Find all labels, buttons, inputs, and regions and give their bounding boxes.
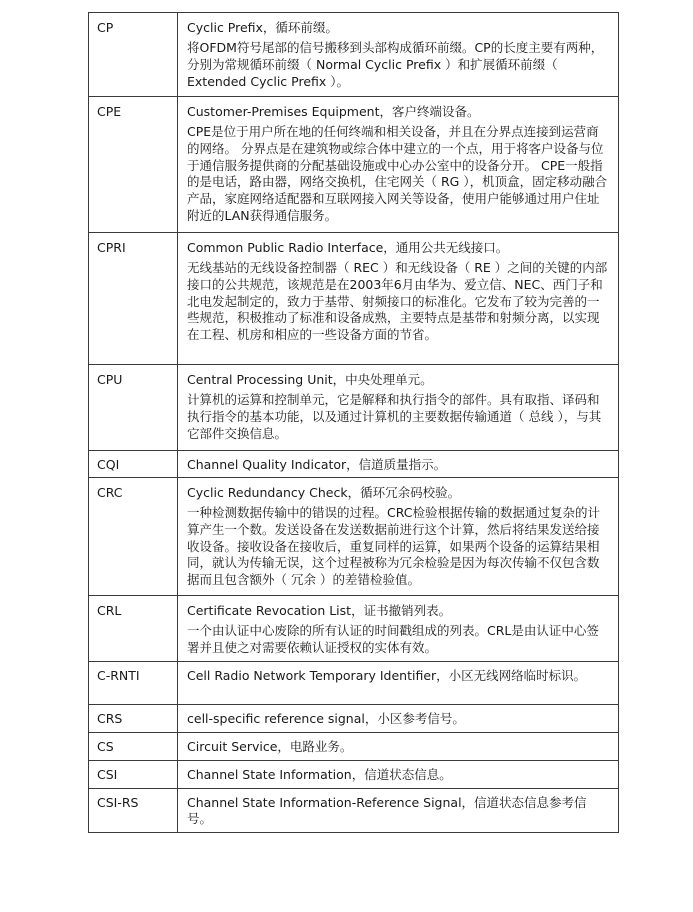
term-expansion: Channel State Information-Reference Signal，信道状态信息参考信号。 [187,795,587,826]
term-cell: CSI [89,761,178,789]
term-cell: CRS [89,705,178,733]
glossary-row-cp [89,13,619,97]
term-cell: C-RNTI [89,662,178,705]
glossary-row-cqi [89,451,619,478]
glossary-row-c-rnti [89,662,619,705]
term-description: 无线基站的无线设备控制器（ REC ）和无线设备（ RE ）之间的关键的内部接口的公共规范，该规范是在2003年6月由华为、爱立信、NEC、西门子和北电发起制定的，致力于基带、射频接口的标准化。它发布了较为完善的一些规范，积极推动了标准和设备成熟，主要特点是基带和射频分离，以实现在工程、机房和相应的一些设备方面的节省。 [187,260,608,343]
definition-cell [178,451,619,478]
glossary-row-csi [89,761,619,789]
glossary-table [88,12,619,833]
term-expansion: Central Processing Unit，中央处理单元。 [187,372,433,387]
glossary-row-csi-rs [89,789,619,833]
glossary-row-crs [89,705,619,733]
term-cell: CRL [89,596,178,662]
definition-cell [178,478,619,596]
definition-cell [178,662,619,705]
term-cell: CPU [89,365,178,451]
definition-cell [178,789,619,833]
term-expansion: Cell Radio Network Temporary Identifier，小区无线网络临时标识。 [187,668,587,683]
term-expansion: Common Public Radio Interface，通用公共无线接口。 [187,240,509,255]
term-expansion: Certificate Revocation List，证书撤销列表。 [187,603,452,618]
term-expansion: Customer-Premises Equipment，客户终端设备。 [187,104,480,119]
term-cell: CS [89,733,178,761]
term-cell: CPRI [89,233,178,365]
glossary-row-cs [89,733,619,761]
definition-cell [178,705,619,733]
glossary-row-cpe [89,97,619,233]
term-cell: CQI [89,451,178,478]
term-cell: CRC [89,478,178,596]
term-expansion: Cyclic Prefix，循环前缀。 [187,20,338,35]
term-expansion: Channel Quality Indicator，信道质量指示。 [187,457,447,472]
term-expansion: Circuit Service，电路业务。 [187,739,353,754]
term-expansion: cell-specific reference signal，小区参考信号。 [187,711,465,726]
term-cell: CP [89,13,178,97]
term-description: 一种检测数据传输中的错误的过程。CRC检验根据传输的数据通过复杂的计算产生一个数。发送设备在发送数据前进行这个计算，然后将结果发送给接收设备。接收设备在接收后，重复同样的运算，如果两个设备的运算结果相同，就认为传输无误，这个过程被称为冗余检验是因为每次传输不仅包含数据而且包含额外（ 冗余 ）的差错检验值。 [187,505,601,588]
term-description: 计算机的运算和控制单元，它是解释和执行指令的部件。具有取指、译码和执行指令的基本功能，以及通过计算机的主要数据传输通道（ 总线 ），与其它部件交换信息。 [187,392,602,441]
term-description: 一个由认证中心废除的所有认证的时间戳组成的列表。CRL是由认证中心签署并且使之对需要依赖认证授权的实体有效。 [187,623,599,655]
term-description: 将OFDM符号尾部的信号搬移到头部构成循环前缀。CP的长度主要有两种，分别为常规循环前缀（ Normal Cyclic Prefix ）和扩展循环前缀（ Extended Cyclic Prefix ）。 [187,40,604,89]
definition-cell [178,13,619,97]
glossary-row-crc [89,478,619,596]
term-cell: CSI-RS [89,789,178,833]
term-cell: CPE [89,97,178,233]
definition-cell [178,97,619,233]
term-expansion: Channel State Information，信道状态信息。 [187,767,452,782]
term-expansion: Cyclic Redundancy Check，循环冗余码校验。 [187,485,461,500]
glossary-row-cpri [89,233,619,365]
definition-cell [178,761,619,789]
glossary-row-cpu [89,365,619,451]
definition-cell [178,733,619,761]
definition-cell [178,365,619,451]
glossary-row-crl [89,596,619,662]
definition-cell [178,233,619,365]
term-description: CPE是位于用户所在地的任何终端和相关设备，并且在分界点连接到运营商的网络。 分界点是在建筑物或综合体中建立的一个点，用于将客户设备与位于通信服务提供商的分配基础设施或中心办公室中的设备分开。 CPE一般指的是电话，路由器，网络交换机，住宅网关（ RG ），机顶盒，固定移动融合产品，家庭网络适配器和互联网接入网关等设备，使用户能够通过用户住址附近的LAN获得通信服务。 [187,124,608,223]
definition-cell [178,596,619,662]
